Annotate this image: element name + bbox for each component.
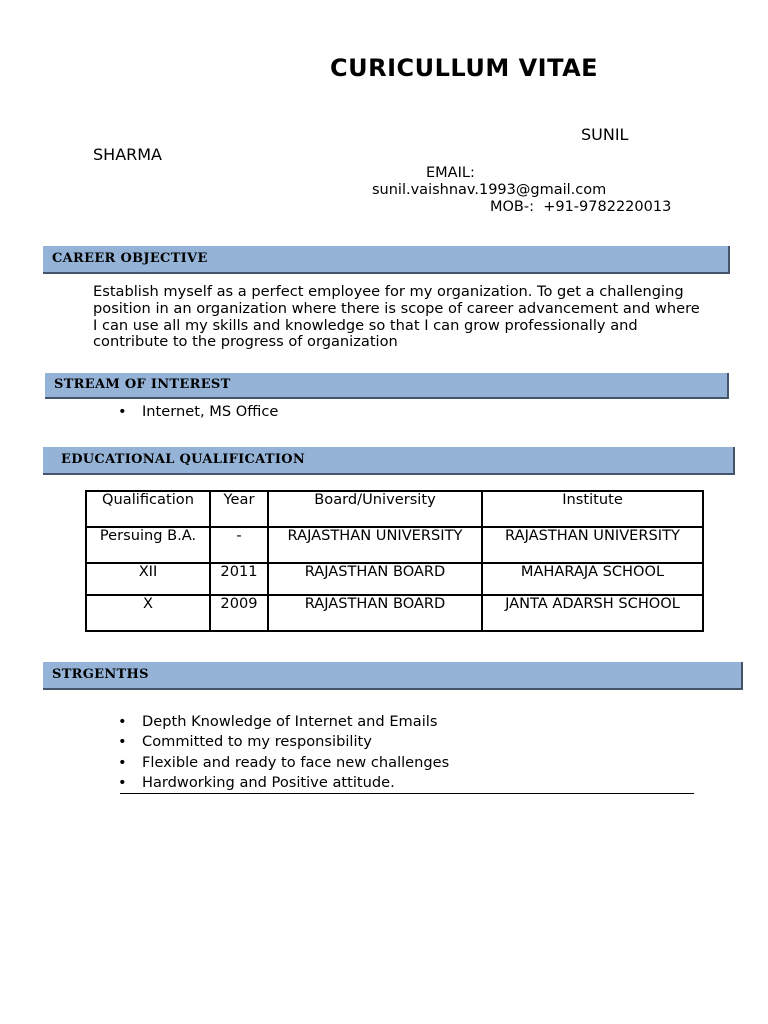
table-cell: XII bbox=[86, 563, 210, 595]
horizontal-rule bbox=[120, 793, 694, 794]
section-heading-educational-qualification: EDUCATIONAL QUALIFICATION bbox=[61, 452, 306, 467]
last-name: SHARMA bbox=[93, 145, 162, 164]
table-row bbox=[86, 595, 703, 631]
section-heading-strengths: STRGENTHS bbox=[52, 667, 149, 682]
table-header-row bbox=[86, 491, 703, 527]
section-heading-career-objective: CAREER OBJECTIVE bbox=[52, 251, 208, 266]
column-header: Year bbox=[210, 491, 268, 527]
table-cell: - bbox=[210, 527, 268, 563]
table-cell: Persuing B.A. bbox=[86, 527, 210, 563]
column-header: Board/University bbox=[268, 491, 482, 527]
table-cell: 2011 bbox=[210, 563, 268, 595]
section-bar-stream-of-interest bbox=[45, 373, 729, 399]
table-cell: X bbox=[86, 595, 210, 631]
list-item: • Committed to my responsibility bbox=[93, 732, 449, 752]
table-cell: RAJASTHAN BOARD bbox=[268, 563, 482, 595]
table-cell: 2009 bbox=[210, 595, 268, 631]
email-address: sunil.vaishnav.1993@gmail.com bbox=[372, 182, 607, 198]
document-title: CURICULLUM VITAE bbox=[330, 54, 599, 82]
table-cell: RAJASTHAN BOARD bbox=[268, 595, 482, 631]
list-item: • Hardworking and Positive attitude. bbox=[93, 773, 449, 793]
column-header: Qualification bbox=[86, 491, 210, 527]
section-bar-strengths bbox=[43, 662, 743, 690]
table-cell: JANTA ADARSH SCHOOL bbox=[482, 595, 703, 631]
section-heading-stream-of-interest: STREAM OF INTEREST bbox=[54, 377, 231, 392]
education-table bbox=[85, 490, 704, 632]
list-item: • Depth Knowledge of Internet and Emails bbox=[93, 712, 449, 732]
list-item: • Internet, MS Office bbox=[93, 402, 278, 422]
career-objective-text: Establish myself as a perfect employee for my organization. To get a challenging position in an organization where there is scope of career advancement and where I can use all my skills and knowledge so that I can grow professionally and contribute to the progress of organization bbox=[93, 283, 700, 351]
list-item: • Flexible and ready to face new challenges bbox=[93, 753, 449, 773]
table-cell: MAHARAJA SCHOOL bbox=[482, 563, 703, 595]
table-cell: RAJASTHAN UNIVERSITY bbox=[482, 527, 703, 563]
table-row bbox=[86, 527, 703, 563]
strengths-list bbox=[93, 712, 449, 793]
table-row bbox=[86, 563, 703, 595]
section-bar-educational-qualification bbox=[43, 447, 735, 475]
mobile-number: MOB-: +91-9782220013 bbox=[490, 199, 672, 215]
column-header: Institute bbox=[482, 491, 703, 527]
table-cell: RAJASTHAN UNIVERSITY bbox=[268, 527, 482, 563]
section-bar-career-objective bbox=[43, 246, 730, 274]
interest-list bbox=[93, 402, 278, 422]
first-name: SUNIL bbox=[581, 125, 629, 144]
email-label: EMAIL: bbox=[426, 165, 475, 181]
